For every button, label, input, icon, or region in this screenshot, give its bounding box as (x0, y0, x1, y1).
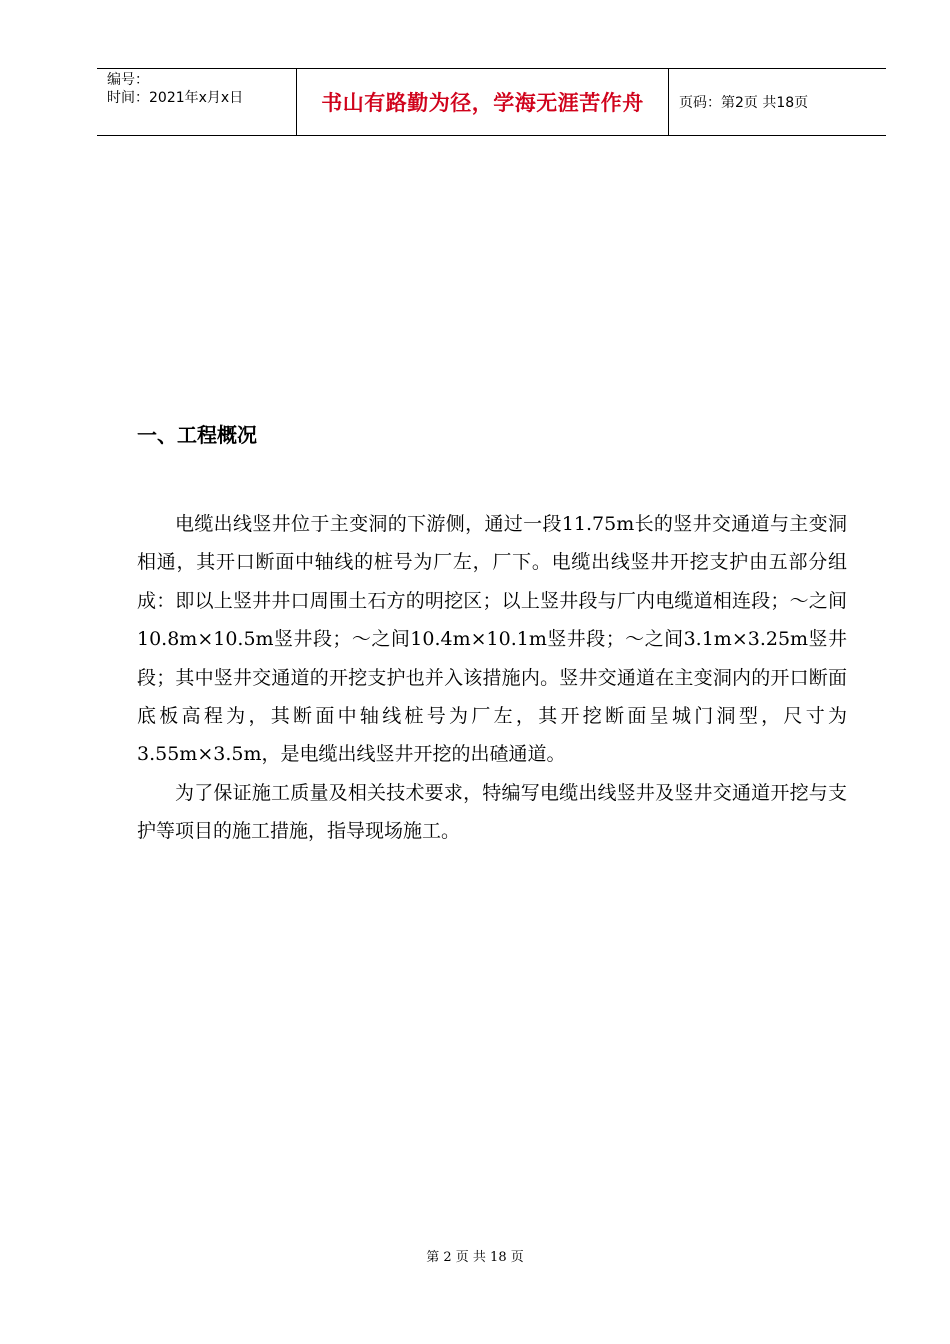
date-label: 时间：2021年x月x日 (107, 90, 244, 106)
paragraph: 为了保证施工质量及相关技术要求，特编写电缆出线竖井及竖井交通道开挖与支护等项目的施工措施，指导现场施工。 (137, 781, 847, 843)
header-motto: 书山有路勤为径，学海无涯苦作舟 (297, 69, 669, 135)
page-footer: 第 2 页 共 18 页 (426, 1250, 524, 1265)
document-body (137, 505, 847, 851)
document-header (97, 68, 886, 136)
serial-number-label: 编号： (107, 72, 149, 88)
header-page-info: 页码：第2页 共18页 (679, 95, 809, 111)
header-meta (97, 69, 297, 135)
paragraph: 电缆出线竖井位于主变洞的下游侧，通过一段11.75m长的竖井交通道与主变洞相通，其开口断面中轴线的桩号为厂左，厂下。电缆出线竖井开挖支护由五部分组成：即以上竖井井口周围土石方的明挖区；以上竖井段与厂内电缆道相连段；～之间10.8m×10.5m竖井段；～之间10.4m×10.1m竖井段；～之间3.1m×3.25m竖井段；其中竖井交通道的开挖支护也并入该措施内。竖井交通道在主变洞内的开口断面底板高程为，其断面中轴线桩号为厂左，其开挖断面呈城门洞型，尺寸为3.55m×3.5m，是电缆出线竖井开挖的出碴通道。 (137, 513, 847, 766)
section-title: 一、工程概况 (137, 423, 257, 447)
